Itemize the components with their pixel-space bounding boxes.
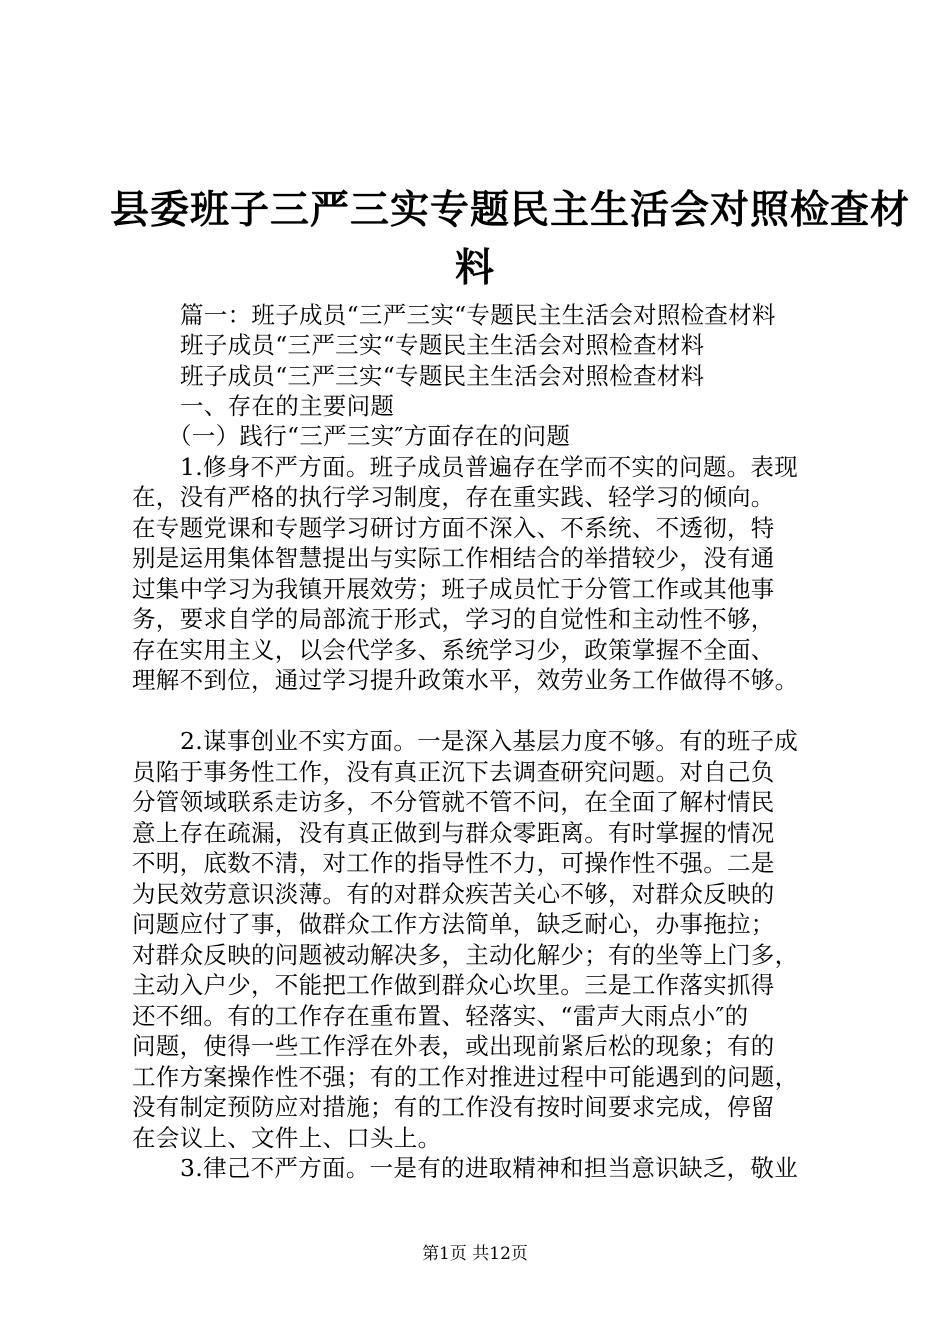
paragraph-2-line-6: 为民效劳意识淡薄。有的对群众疾苦关心不够，对群众反映的 [132, 880, 775, 908]
paragraph-1-line-1: 1.修身不严方面。班子成员普遍存在学而不实的问题。表现 [180, 453, 799, 481]
subheading-title-repeat: 班子成员“三严三实“专题民主生活会对照检查材料 [180, 362, 705, 390]
paragraph-2-line-7: 问题应付了事，做群众工作方法简单，缺乏耐心，办事拖拉； [132, 910, 775, 938]
paragraph-2-line-9: 主动入户少，不能把工作做到群众心坎里。三是工作落实抓得 [132, 971, 775, 999]
subsection-heading-practice: （一）践行“三严三实″方面存在的问题 [168, 422, 571, 450]
paragraph-1-line-7: 存在实用主义，以会代学多、系统学习少，政策掌握不全面、 [132, 636, 775, 664]
paragraph-1-line-4: 别是运用集体智慧提出与实际工作相结合的举措较少，没有通 [132, 544, 775, 572]
paragraph-1-line-6: 务，要求自学的局部流于形式，学习的自觉性和主动性不够， [132, 605, 775, 633]
section-heading-main-problems: 一、存在的主要问题 [180, 392, 395, 420]
paragraph-2-line-8: 对群众反映的问题被动解决多，主动化解少；有的坐等上门多， [132, 941, 799, 969]
paragraph-2-line-10: 还不细。有的工作存在重布置、轻落实、“雷声大雨点小″的 [132, 1002, 749, 1030]
paragraph-2-line-3: 分管领域联系走访多，不分管就不管不问，在全面了解村情民 [132, 788, 775, 816]
page-number-footer: 第1页 共12页 [422, 1244, 528, 1264]
paragraph-3-line-1: 3.律己不严方面。一是有的进取精神和担当意识缺乏，敬业 [180, 1154, 799, 1182]
document-title-line-2: 料 [454, 245, 495, 291]
heading-chapter-one: 篇一：班子成员“三严三实“专题民主生活会对照检查材料 [180, 301, 776, 329]
paragraph-2-line-11: 问题，使得一些工作浮在外表，或出现前紧后松的现象；有的 [132, 1032, 775, 1060]
paragraph-2-line-14: 在会议上、文件上、口头上。 [132, 1124, 442, 1152]
paragraph-2-line-5: 不明，底数不清，对工作的指导性不力，可操作性不强。二是 [132, 849, 775, 877]
paragraph-2-line-4: 意上存在疏漏，没有真正做到与群众零距离。有时掌握的情况 [132, 819, 775, 847]
subheading-title: 班子成员“三严三实“专题民主生活会对照检查材料 [180, 331, 705, 359]
document-title-line-1: 县委班子三严三实专题民主生活会对照检查材 [110, 187, 911, 233]
paragraph-1-line-5: 过集中学习为我镇开展效劳；班子成员忙于分管工作或其他事 [132, 575, 775, 603]
paragraph-2-line-2: 员陷于事务性工作，没有真正沉下去调查研究问题。对自己负 [132, 758, 775, 786]
paragraph-1-line-3: 在专题党课和专题学习研讨方面不深入、不系统、不透彻，特 [132, 514, 775, 542]
paragraph-1-line-2: 在，没有严格的执行学习制度，存在重实践、轻学习的倾向。 [132, 483, 775, 511]
paragraph-2-line-13: 没有制定预防应对措施；有的工作没有按时间要求完成，停留 [132, 1093, 775, 1121]
paragraph-2-line-1: 2.谋事创业不实方面。一是深入基层力度不够。有的班子成 [180, 727, 799, 755]
paragraph-2-line-12: 工作方案操作性不强；有的工作对推进过程中可能遇到的问题， [132, 1063, 799, 1091]
paragraph-1-line-8: 理解不到位，通过学习提升政策水平，效劳业务工作做得不够。 [132, 666, 799, 694]
